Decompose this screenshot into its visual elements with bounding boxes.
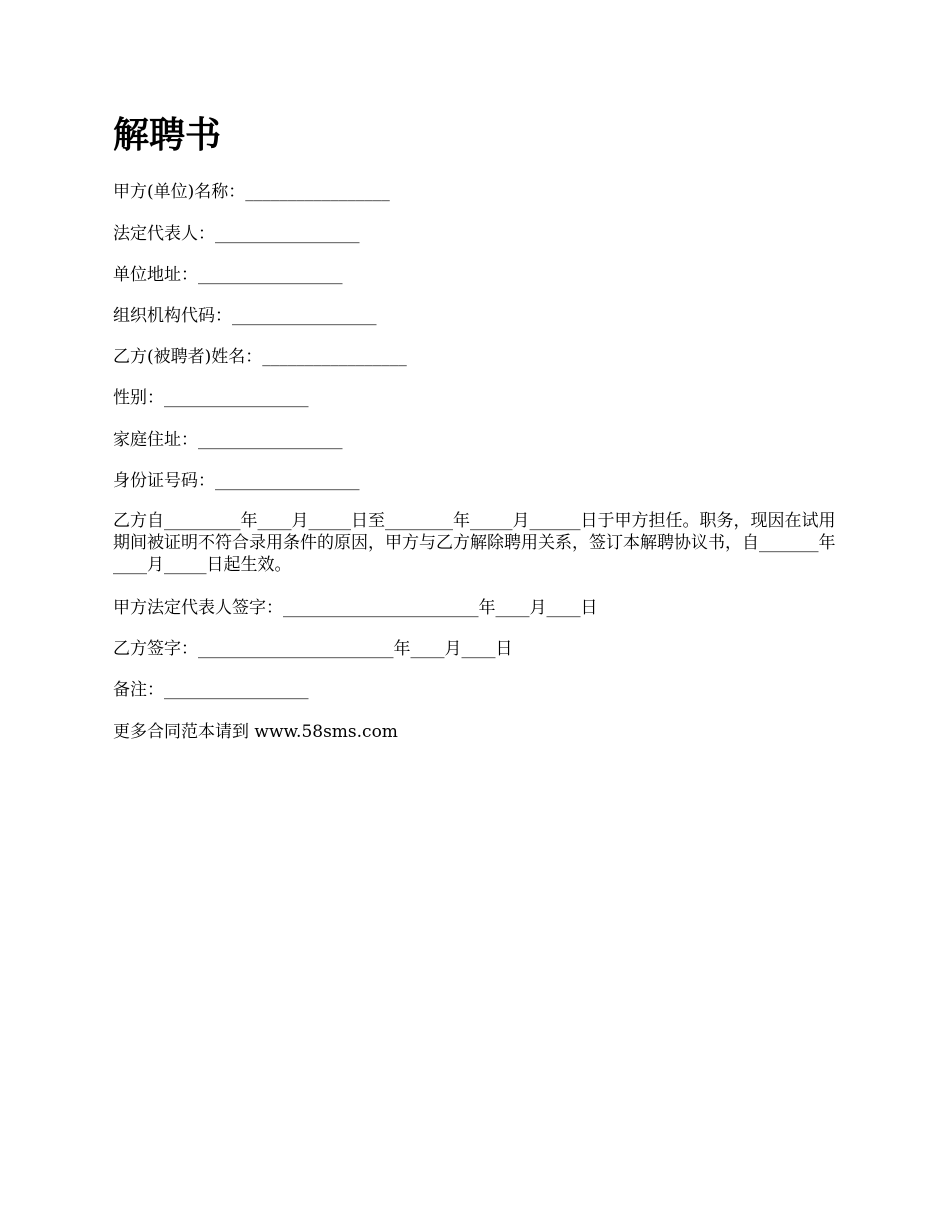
- field-party-b-name: 乙方(被聘者)姓名：_________________: [113, 347, 407, 367]
- footer-text: 更多合同范本请到 www.58sms.com: [113, 722, 398, 742]
- document-title: 解聘书: [113, 114, 222, 156]
- field-organization-code: 组织机构代码：_________________: [113, 306, 377, 326]
- signature-party-a: 甲方法定代表人签字：_______________________年____月____日: [113, 598, 598, 618]
- remark-field: 备注：_________________: [113, 680, 309, 700]
- field-home-address: 家庭住址：_________________: [113, 430, 343, 450]
- field-id-number: 身份证号码：_________________: [113, 471, 360, 491]
- signature-party-b: 乙方签字：_______________________年____月____日: [113, 639, 513, 659]
- field-company-address: 单位地址：_________________: [113, 265, 343, 285]
- termination-paragraph: 乙方自_________年____月_____日至________年_____月______日于甲方担任。职务，现因在试用期间被证明不符合录用条件的原因，甲方与乙方解除聘用关系，签订本解聘协议书，自_______年____月_____日起生效。: [113, 511, 836, 575]
- field-gender: 性别：_________________: [113, 388, 309, 408]
- field-party-a-name: 甲方(单位)名称：_________________: [113, 182, 390, 202]
- field-legal-representative: 法定代表人：_________________: [113, 224, 360, 244]
